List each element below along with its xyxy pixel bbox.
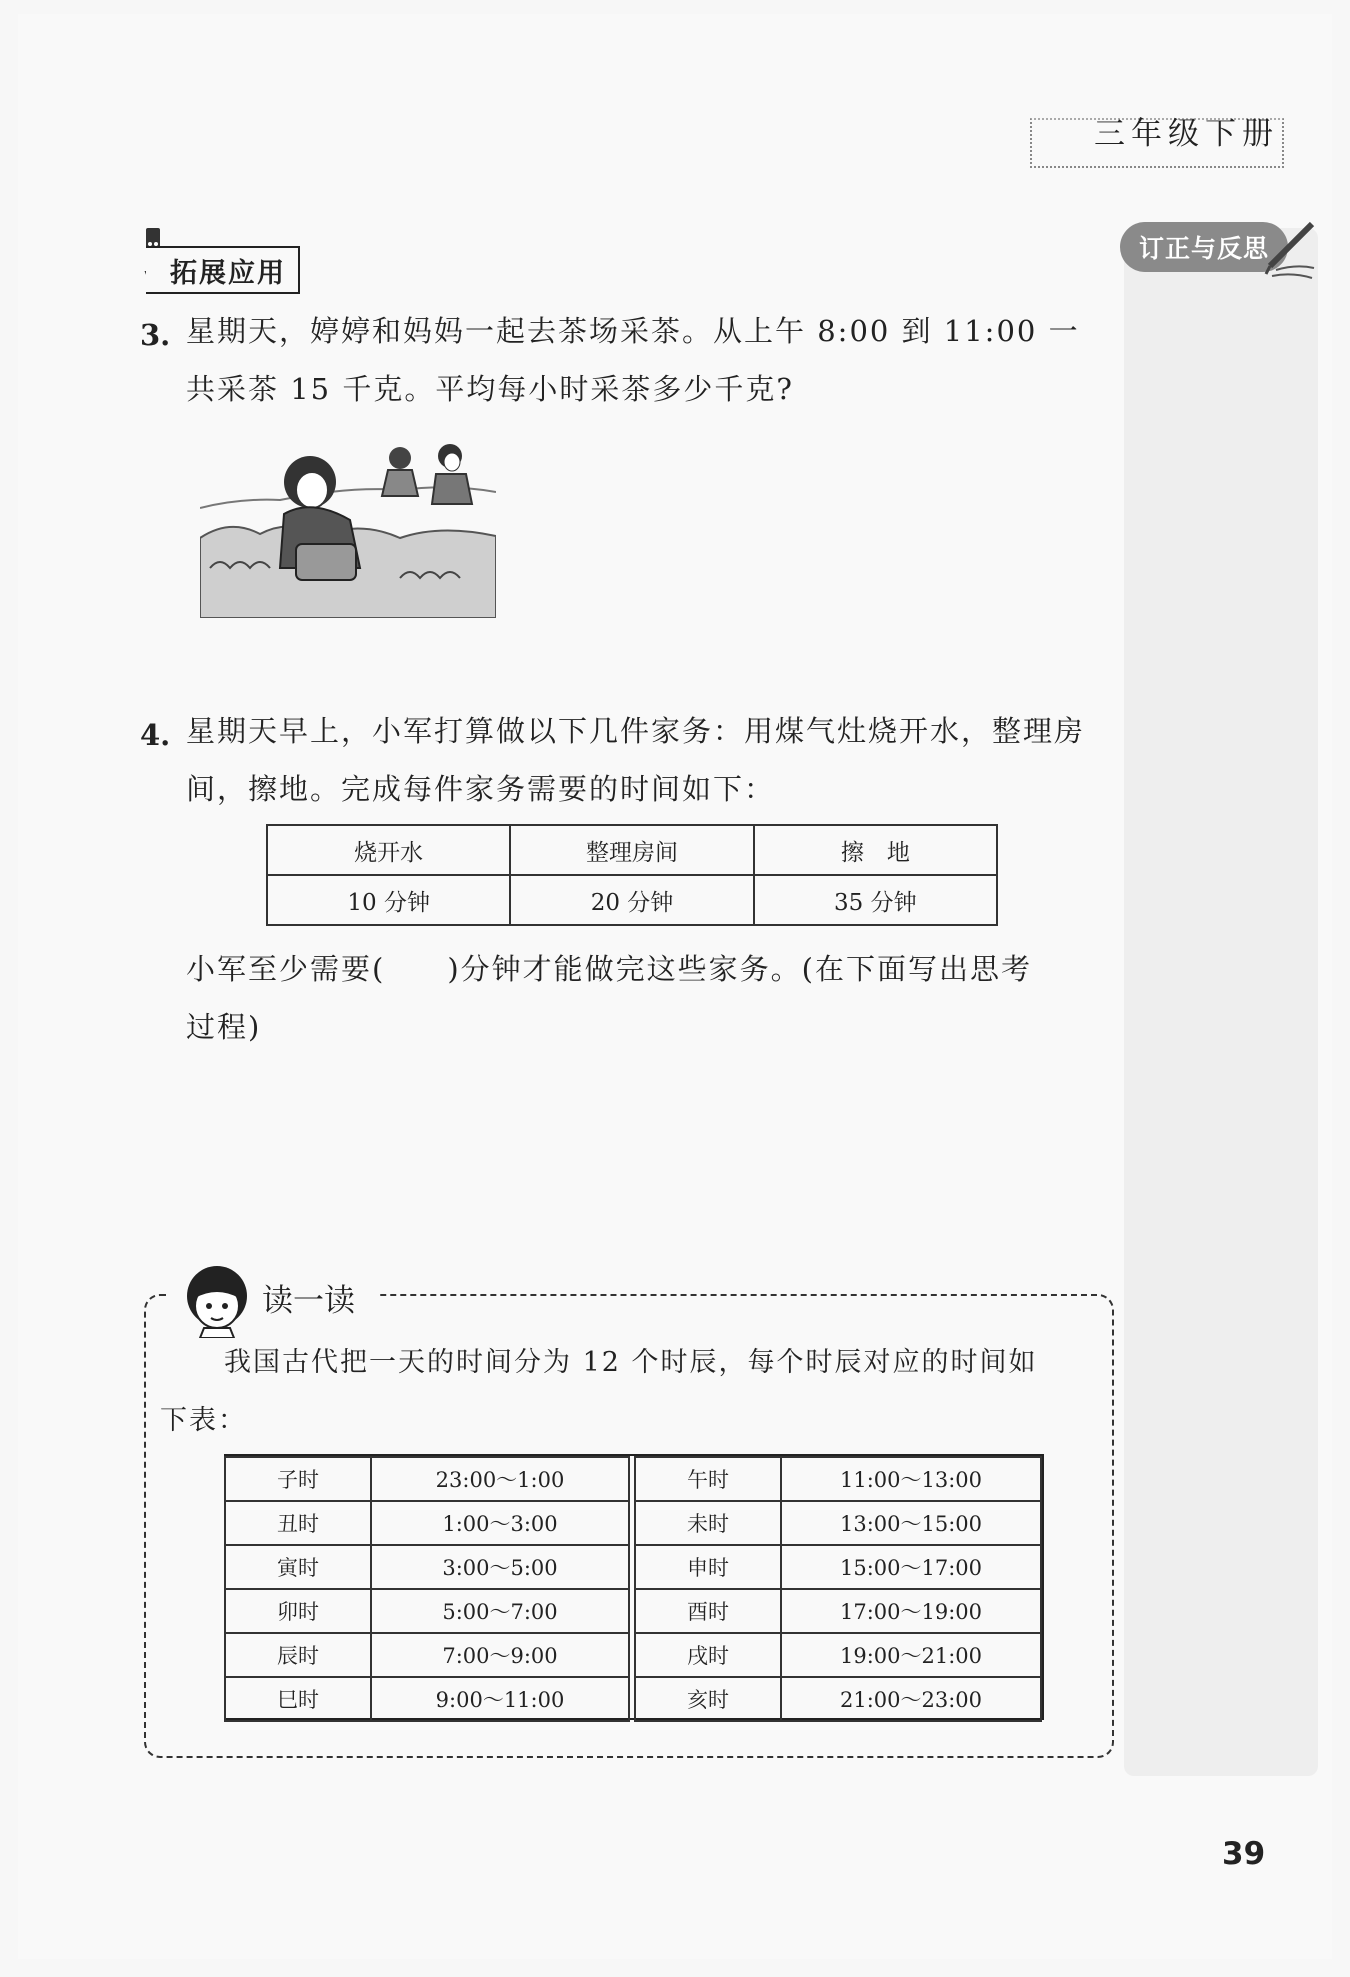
table-cell: 亥时: [635, 1677, 781, 1721]
table-cell: 烧开水: [267, 825, 510, 875]
table-cell: 9:00～11:00: [371, 1677, 629, 1721]
table-row: [635, 1677, 1041, 1721]
table-cell: 35 分钟: [754, 875, 997, 925]
table-cell: 酉时: [635, 1589, 781, 1633]
table-row: [635, 1545, 1041, 1589]
table-row: [267, 825, 997, 875]
table-cell: 15:00～17:00: [781, 1545, 1041, 1589]
table-cell: 3:00～5:00: [371, 1545, 629, 1589]
table-cell: 丑时: [225, 1501, 371, 1545]
question-4-answer-line-2: 过程): [186, 1010, 262, 1044]
table-cell: 10 分钟: [267, 875, 510, 925]
table-cell: 5:00～7:00: [371, 1589, 629, 1633]
question-3-line-1: 星期天，婷婷和妈妈一起去茶场采茶。从上午 8:00 到 11:00 一: [186, 314, 1080, 348]
table-row: [225, 1633, 629, 1677]
question-4-line-2: 间，擦地。完成每件家务需要的时间如下：: [186, 772, 776, 806]
table-row: [225, 1501, 629, 1545]
reading-line-1: 我国古代把一天的时间分为 12 个时辰，每个时辰对应的时间如: [224, 1347, 1038, 1378]
table-cell: 子时: [225, 1457, 371, 1501]
table-row: [635, 1589, 1041, 1633]
question-3-line-2: 共采茶 15 千克。平均每小时采茶多少千克?: [186, 372, 794, 406]
table-row: [225, 1589, 629, 1633]
grade-label: 三年级下册: [1094, 116, 1279, 152]
table-cell: 巳时: [225, 1677, 371, 1721]
hours-table-left: [224, 1456, 630, 1722]
table-cell: 戌时: [635, 1633, 781, 1677]
page-number: 39: [1222, 1836, 1266, 1872]
section-title: 拓展应用: [146, 246, 300, 294]
question-4-answer-line-1: 小军至少需要( )分钟才能做完这些家务。(在下面写出思考: [186, 952, 1032, 986]
table-cell: 1:00～3:00: [371, 1501, 629, 1545]
table-cell: 未时: [635, 1501, 781, 1545]
table-cell: 7:00～9:00: [371, 1633, 629, 1677]
table-cell: 辰时: [225, 1633, 371, 1677]
table-row: [635, 1633, 1041, 1677]
hours-table-right: [634, 1456, 1042, 1722]
table-row: [225, 1457, 629, 1501]
table-cell: 21:00～23:00: [781, 1677, 1041, 1721]
reading-title: 读一读: [262, 1283, 355, 1319]
girl-icon: [180, 1262, 254, 1338]
question-4-number: 4.: [140, 718, 171, 752]
tea-picking-illustration: [200, 438, 496, 618]
table-row: [225, 1545, 629, 1589]
review-tab: 订正与反思: [1120, 222, 1288, 272]
table-cell: 13:00～15:00: [781, 1501, 1041, 1545]
table-cell: 整理房间: [510, 825, 753, 875]
table-row: [225, 1677, 629, 1721]
table-cell: 23:00～1:00: [371, 1457, 629, 1501]
table-cell: 17:00～19:00: [781, 1589, 1041, 1633]
table-row: [635, 1501, 1041, 1545]
table-cell: 擦 地: [754, 825, 997, 875]
chores-table: [266, 824, 998, 926]
review-sidebar: [1124, 228, 1318, 1776]
question-3-number: 3.: [140, 318, 171, 352]
table-row: [635, 1457, 1041, 1501]
table-cell: 20 分钟: [510, 875, 753, 925]
table-cell: 午时: [635, 1457, 781, 1501]
pen-icon: [1262, 218, 1322, 282]
table-row: [267, 875, 997, 925]
table-cell: 寅时: [225, 1545, 371, 1589]
table-cell: 卯时: [225, 1589, 371, 1633]
table-cell: 19:00～21:00: [781, 1633, 1041, 1677]
table-cell: 11:00～13:00: [781, 1457, 1041, 1501]
table-cell: 申时: [635, 1545, 781, 1589]
question-4-line-1: 星期天早上，小军打算做以下几件家务：用煤气灶烧开水，整理房: [186, 714, 1086, 748]
reading-line-2: 下表：: [160, 1405, 247, 1436]
